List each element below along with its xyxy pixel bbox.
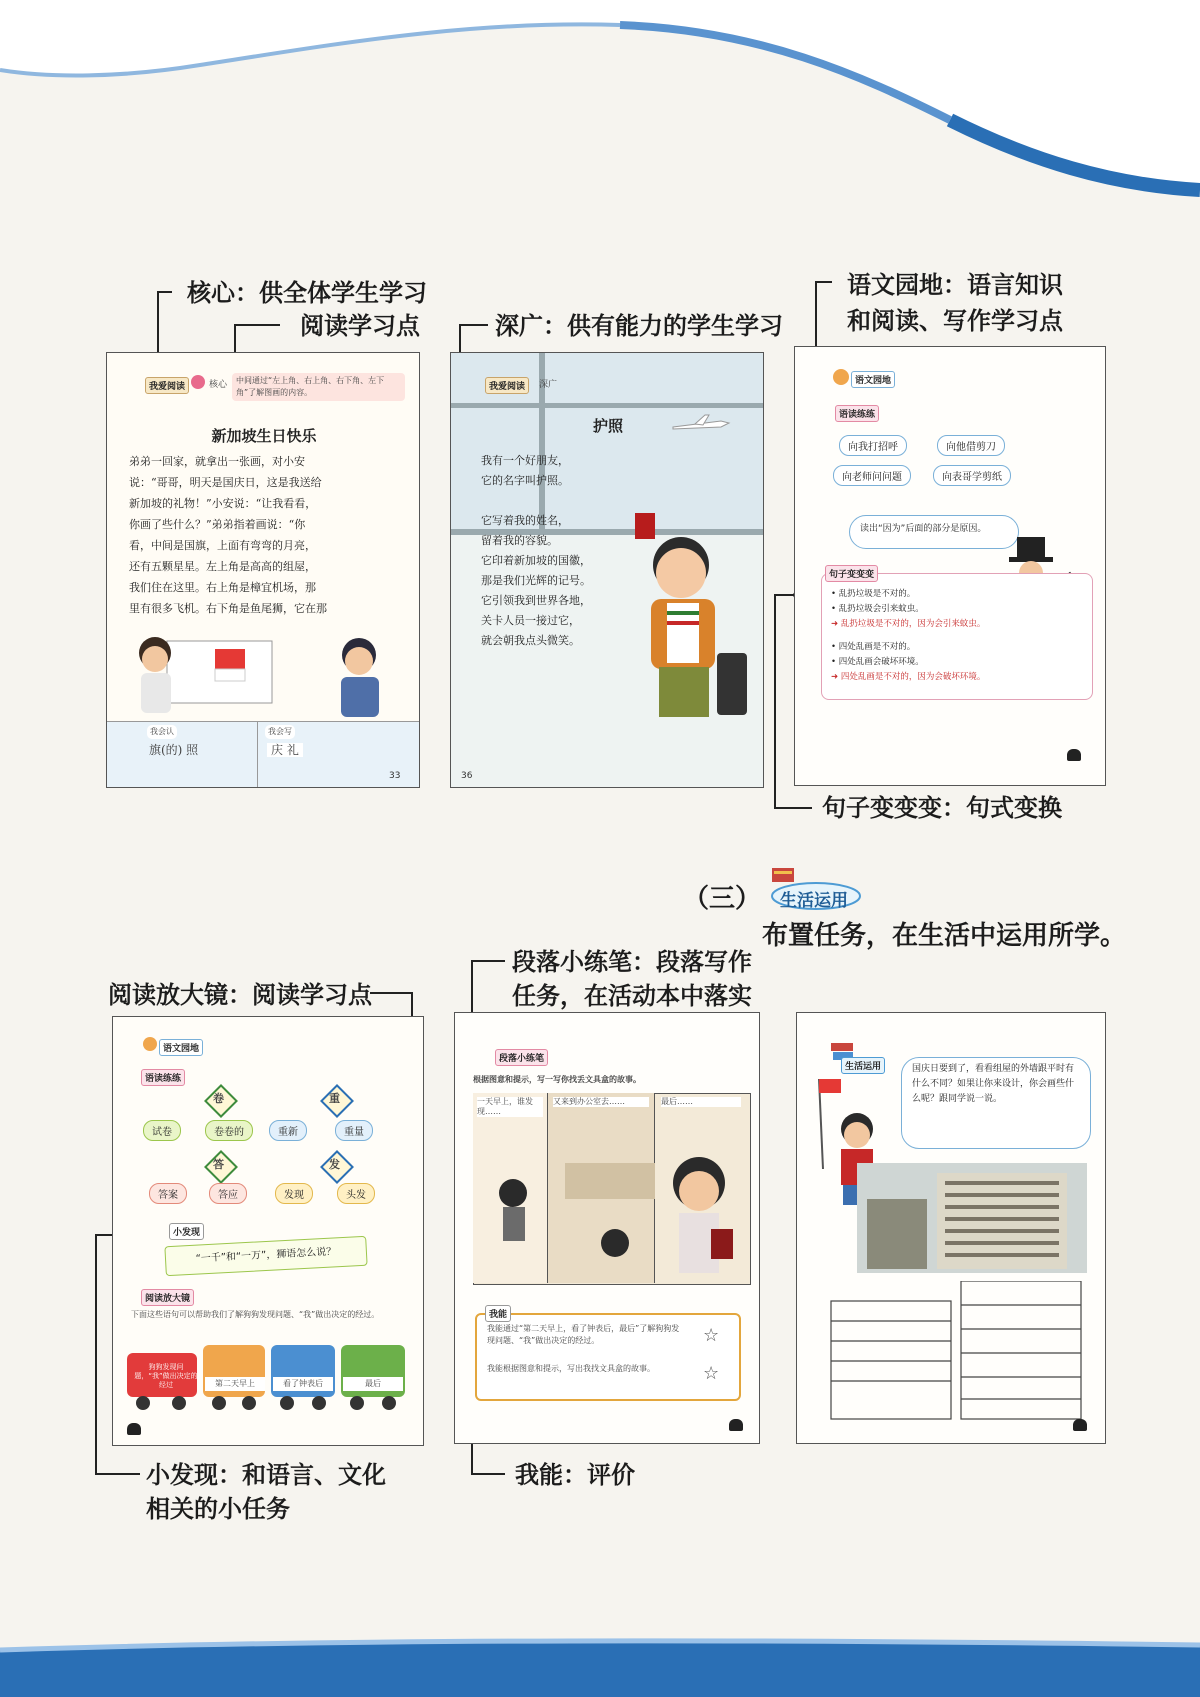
section-description: 布置任务，在生活中运用所学。 [762,921,1127,951]
comic-caption-1: 一天早上，谁发现…… [477,1097,543,1117]
annotation-garden-line1: 语文园地：语言知识 [847,271,1063,299]
butterfly-icon [729,1419,743,1431]
garden-tag: 语文园地 [851,371,895,388]
train-car-1-text: 狗狗发现问题，“我”做出决定的经过 [134,1363,198,1389]
page-thumbnail-life-application [796,1012,1106,1444]
passage-line: 我们住在这里。右上角是樟宜机场，那 [129,581,316,594]
poem-line: 关卡人员一接过它， [481,614,580,627]
task-bubble: 国庆日要到了，看看组屋的外墙跟平时有什么不同？如果让你来设计，你会画些什么呢？跟同学说一说。 [901,1057,1091,1149]
train-car-2-text: 第二天早上 [205,1377,265,1391]
section-badge [770,868,862,910]
word-bubble-2: 卷卷的 [205,1120,253,1141]
core-tag: 核心 [209,380,228,390]
reading-note: 中间通过“左上角、右上角、右下角、左下角”了解图画的内容。 [232,373,405,401]
reading-tag: 我爱阅读 [145,377,189,394]
phrase-pill-3: 向老师问问题 [833,465,911,486]
discover-box: “一千”和“一万”，狮语怎么说？ [164,1236,367,1277]
ican-item-1: 我能通过“第二天早上，看了钟表后，最后”了解狗狗发现问题、“我”做出决定的经过。 [487,1324,680,1345]
passage-line: 看，中间是国旗，上面有弯弯的月亮， [129,539,316,552]
annotation-depth: 深广：供有能力的学生学习 [495,312,783,340]
phrase-pill-1: 向我打招呼 [839,435,907,456]
airplane-icon [671,413,731,437]
word-bubble-5: 答案 [149,1183,187,1204]
annotation-reading-point: 阅读学习点 [300,312,420,340]
sentence-line: • 乱扔垃圾会引来蚊虫。 [831,604,924,614]
passage-text [129,451,409,619]
practice-tag: 语读练练 [835,405,879,422]
annotation-sentence-change: 句子变变变：句式变换 [822,794,1062,822]
word-box-recognize-words: 旗(的) 照 [149,743,199,757]
sentence-line: • 乱扔垃圾是不对的。 [831,589,916,599]
page-title: 护照 [593,417,624,435]
paragraph-tag: 段落小练笔 [495,1049,548,1066]
window-bar-horizontal [451,403,764,408]
annotation-discover-line2: 相关的小任务 [146,1495,290,1523]
hint-bubble: 读出“因为”后面的部分是原因。 [849,515,1019,549]
page-thumbnail-garden-words [112,1016,424,1446]
annotation-garden-line2: 和阅读、写作学习点 [847,307,1063,335]
butterfly-icon [1067,749,1081,761]
word-bubble-7: 发现 [275,1183,313,1204]
butterfly-icon [1073,1419,1087,1431]
children-with-drawing-illustration [127,623,407,719]
char-3: 答 [213,1158,224,1171]
building-sketch [811,1281,1101,1421]
word-bubble-8: 头发 [337,1183,375,1204]
hdb-flats-photo [857,1163,1087,1273]
word-bubble-3: 重新 [269,1120,307,1141]
poem-line: 那是我们光辉的记号。 [481,574,591,587]
sentence-change-tag: 句子变变变 [825,565,878,582]
annotation-ican: 我能：评价 [515,1461,635,1489]
word-box-recognize-label: 我会认 [147,725,177,739]
train-car-4-text: 最后 [343,1377,403,1391]
annotation-magnifier: 阅读放大镜：阅读学习点 [108,981,372,1009]
passage-line: 里有很多飞机。右下角是鱼尾狮，它在那 [129,602,327,615]
page-thumbnail-core-reading [106,352,420,788]
word-bubble-1: 试卷 [143,1120,181,1141]
life-tag: 生活运用 [841,1057,885,1074]
word-bubble-6: 答应 [209,1183,247,1204]
section-badge-text: 生活运用 [780,891,848,911]
flower-icon [191,375,205,389]
annotation-core: 核心：供全体学生学习 [187,279,427,307]
sentence-line: • 四处乱画是不对的。 [831,642,916,652]
magnifier-tag: 阅读放大镜 [141,1289,194,1306]
sentence-line: • 四处乱画会破坏环境。 [831,657,924,667]
star-icon-2: ☆ [703,1363,720,1384]
sentence-line: ➜ 乱扔垃圾是不对的，因为会引来蚊虫。 [831,619,986,629]
star-icon-1: ☆ [703,1325,720,1346]
page-number: 36 [461,771,473,781]
poem-line: 留着我的容貌。 [481,534,558,547]
phrase-pill-2: 向他借剪刀 [937,435,1005,456]
word-bubble-4: 重量 [335,1120,373,1141]
reading-tag: 我爱阅读 [485,377,529,394]
annotation-paragraph-line1: 段落小练笔：段落写作 [512,948,752,976]
poem-line: 我有一个好朋友， [481,454,569,467]
passage-line: 弟弟一回家，就拿出一张画，对小安 [129,455,305,468]
passage-line: 说：“哥哥，明天是国庆日，这是我送给 [129,476,322,489]
page-number: 33 [389,771,401,781]
poem-line: 它引领我到世界各地， [481,594,591,607]
comic-caption-2: 又来到办公室去…… [553,1097,649,1107]
discover-tag: 小发现 [169,1223,204,1240]
train-car-3-text: 看了钟表后 [273,1377,333,1391]
page-thumbnail-depth-reading [450,352,764,788]
depth-tag: 深广 [539,380,558,390]
poem-line: 就会朝我点头微笑。 [481,634,580,647]
comic-caption-3: 最后…… [661,1097,741,1107]
poem-line: 它的名字叫护照。 [481,474,569,487]
annotation-discover-line1: 小发现：和语言、文化 [146,1461,386,1489]
practice-tag: 语读练练 [141,1069,185,1086]
char-2: 重 [329,1092,340,1105]
char-4: 发 [329,1158,340,1171]
word-box-write-label: 我会写 [265,725,295,739]
poem-line: 它印着新加坡的国徽， [481,554,591,567]
char-1: 卷 [213,1092,224,1105]
paragraph-instruction: 根据图意和提示，写一写你找丢文具盒的故事。 [473,1075,641,1084]
flower-icon [833,369,849,385]
butterfly-icon [127,1423,141,1435]
poem-line: 它写着我的姓名， [481,514,569,527]
sentence-list [831,587,1089,685]
page-title: 新加坡生日快乐 [211,427,317,445]
boy-with-passport-illustration [611,503,761,743]
magnifier-text: 下面这些语句可以帮助我们了解狗狗发现问题、“我”做出决定的经过。 [131,1310,380,1319]
page-thumbnail-paragraph-writing [454,1012,760,1444]
passage-line: 你画了些什么？”弟弟指着画说：“你 [129,518,306,531]
page-thumbnail-language-garden [794,346,1106,786]
passage-line: 还有五颗星星。左上角是高高的组屋， [129,560,316,573]
garden-tag: 语文园地 [159,1039,203,1056]
sentence-line: ➜ 四处乱画是不对的，因为会破坏环境。 [831,672,986,682]
passage-line: 新加坡的礼物！”小安说：“让我看看， [129,497,317,510]
annotation-paragraph-line2: 任务，在活动本中落实 [512,982,752,1010]
comic-characters-illustration [475,1133,747,1281]
ican-item-2: 我能根据图意和提示，写出我找文具盒的故事。 [487,1364,655,1373]
ican-tag: 我能 [485,1305,511,1322]
word-box-write-words: 庆 礼 [267,743,303,757]
flower-icon [143,1037,157,1051]
section-number: （三） [683,884,762,914]
phrase-pill-4: 向表哥学剪纸 [933,465,1011,486]
